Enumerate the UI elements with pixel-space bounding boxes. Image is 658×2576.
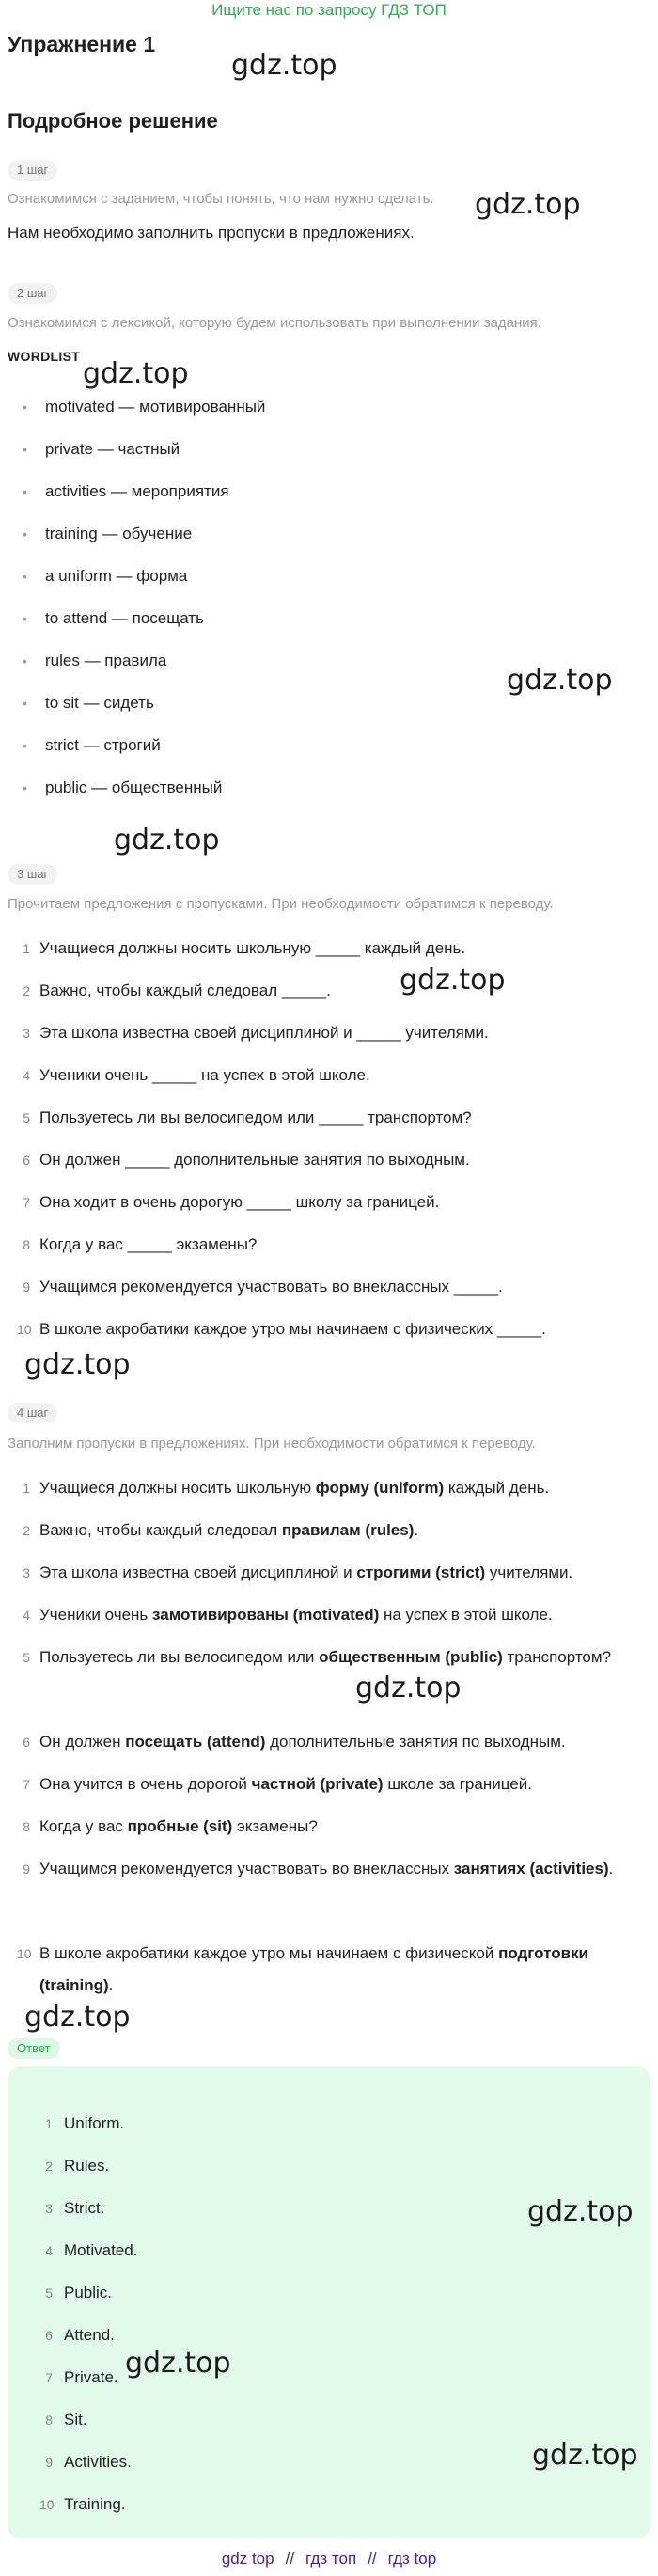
filled-word: форму (uniform) [315, 1479, 445, 1497]
filled-word: занятиях (activities) [453, 1860, 609, 1877]
item-number: 8 [23, 1237, 30, 1252]
item-number: 6 [23, 1735, 30, 1750]
answer-text: Rules. [64, 2157, 110, 2175]
sentence-text: Она ходит в очень дорогую _____ школу за границей. [39, 1193, 440, 1211]
sentence-text [39, 1768, 649, 1800]
answer-pill: Ответ [8, 2038, 60, 2059]
item-number: 6 [45, 2328, 53, 2343]
footer-link[interactable]: гдз топ [306, 2550, 357, 2568]
wordlist-item [23, 520, 192, 548]
sentence-text [39, 1472, 649, 1504]
filled-word: посещать (attend) [125, 1733, 266, 1751]
sentence-part: Учащимся рекомендуется участвовать во внеклассных [39, 1860, 454, 1877]
sentence-part: Он должен [39, 1733, 126, 1751]
footer-link[interactable]: gdz top [221, 2550, 274, 2568]
wordlist-term: rules — правила [45, 652, 167, 669]
item-number: 2 [23, 1523, 30, 1538]
sentence-part: Ученики очень [39, 1606, 153, 1624]
sentence-text [39, 1811, 649, 1843]
sentence-text [39, 1515, 649, 1547]
step-4-pill: 4 шаг [8, 1403, 57, 1423]
wordlist-item [23, 435, 180, 463]
item-number: 8 [23, 1819, 30, 1834]
sentence-part: Когда у вас [39, 1817, 128, 1835]
wordlist-term: public — общественный [45, 778, 223, 796]
wordlist-label: WORDLIST [8, 349, 81, 364]
sentence-part: транспортом? [502, 1648, 612, 1666]
filled-word: подготовки (training) [39, 1944, 588, 1994]
sentence-part: Эта школа известна своей дисциплиной и [39, 1563, 357, 1581]
filled-word: правилам (rules) [281, 1521, 415, 1539]
filled-word: строгими (strict) [356, 1563, 486, 1581]
watermark: gdz.top [400, 964, 506, 997]
step-1-description: Ознакомимся с заданием, чтобы понять, что нам нужно сделать. [8, 191, 434, 207]
wordlist-item [23, 605, 204, 633]
footer-links [0, 2550, 658, 2568]
sentence-text: Эта школа известна своей дисциплиной и _____ учителями. [39, 1024, 489, 1042]
wordlist-item [23, 393, 265, 421]
watermark: gdz.top [532, 2439, 638, 2472]
exercise-title: Упражнение 1 [8, 32, 156, 56]
answer-text: Strict. [64, 2199, 105, 2217]
item-number: 5 [45, 2285, 53, 2301]
item-number: 10 [17, 1322, 32, 1337]
sentence-text: Пользуетесь ли вы велосипедом или _____ транспортом? [39, 1108, 472, 1126]
item-number: 9 [23, 1280, 30, 1295]
item-number: 10 [17, 1946, 32, 1961]
item-number: 9 [45, 2455, 53, 2470]
answer-text: Attend. [64, 2326, 115, 2344]
answer-text: Private. [64, 2368, 118, 2386]
sentence-part: на успех в этой школе. [379, 1606, 553, 1624]
item-number: 3 [23, 1565, 30, 1580]
watermark: gdz.top [24, 1348, 131, 1381]
sentence-part: школе за границей. [383, 1775, 532, 1793]
sentence-text: Учащиеся должны носить школьную _____ каждый день. [39, 939, 466, 957]
step-3-pill: 3 шаг [8, 864, 57, 885]
sentence-text: Когда у вас _____ экзамены? [39, 1235, 258, 1253]
step-4-description: Заполним пропуски в предложениях. При необходимости обратимся к переводу. [8, 1436, 536, 1452]
footer-link[interactable]: гдз top [387, 2550, 437, 2568]
sentence-part: Важно, чтобы каждый следовал [39, 1521, 282, 1539]
item-number: 10 [39, 2497, 55, 2512]
answer-text: Sit. [64, 2411, 87, 2428]
item-number: 9 [23, 1861, 30, 1877]
item-number: 7 [23, 1195, 30, 1210]
sentence-text: Важно, чтобы каждый следовал _____. [39, 982, 331, 999]
sentence-part: дополнительные занятия по выходным. [265, 1733, 566, 1751]
sentence-part: . [608, 1860, 614, 1877]
step-2-pill: 2 шаг [8, 283, 57, 304]
step-1-text: Нам необходимо заполнить пропуски в предложениях. [8, 224, 415, 242]
wordlist-item [23, 562, 187, 590]
item-number: 1 [45, 2116, 53, 2131]
wordlist-term: activities — мероприятия [45, 482, 229, 500]
sentence-text: В школе акробатики каждое утро мы начинаем с физических _____. [39, 1320, 546, 1338]
item-number: 4 [45, 2243, 53, 2258]
wordlist-item [23, 774, 222, 802]
answer-text: Training. [64, 2495, 126, 2513]
sentence-text: Он должен _____ дополнительные занятия по выходным. [39, 1151, 470, 1169]
wordlist-item [23, 478, 229, 506]
filled-word: замотивированы (motivated) [152, 1606, 380, 1624]
item-number: 4 [23, 1608, 30, 1623]
watermark: gdz.top [114, 824, 220, 856]
solution-heading: Подробное решение [8, 109, 218, 133]
sentence-text [39, 1641, 649, 1673]
sentence-part: Пользуетесь ли вы велосипедом или [39, 1648, 320, 1666]
item-number: 3 [23, 1026, 30, 1041]
item-number: 2 [45, 2159, 53, 2174]
sentence-text [39, 1853, 649, 1885]
step-2-description: Ознакомимся с лексикой, которую будем использовать при выполнении задания. [8, 315, 541, 331]
filled-word: частной (private) [251, 1775, 384, 1793]
answer-text: Motivated. [64, 2241, 138, 2259]
item-number: 2 [23, 983, 30, 998]
item-number: 4 [23, 1068, 30, 1083]
watermark: gdz.top [475, 188, 581, 221]
watermark: gdz.top [527, 2195, 634, 2228]
sentence-text [39, 1938, 649, 2002]
item-number: 7 [45, 2370, 53, 2385]
wordlist-term: strict — строгий [45, 736, 161, 754]
watermark: gdz.top [83, 357, 189, 390]
answer-text: Activities. [64, 2453, 132, 2471]
sentence-text [39, 1557, 649, 1589]
item-number: 6 [23, 1153, 30, 1168]
sentence-part: каждый день. [444, 1479, 550, 1497]
sentence-part: . [414, 1521, 419, 1539]
watermark: gdz.top [125, 2347, 231, 2380]
footer-separator: // [285, 2550, 295, 2568]
wordlist-item [23, 647, 166, 675]
watermark: gdz.top [355, 1672, 462, 1704]
sentence-text: Учащимся рекомендуется участвовать во внеклассных _____. [39, 1278, 503, 1296]
sentence-part: Она учится в очень дорогой [39, 1775, 252, 1793]
search-banner: Ищите нас по запросу ГДЗ ТОП [212, 1, 446, 19]
wordlist-term: private — частный [45, 440, 180, 458]
wordlist-term: to attend — посещать [45, 609, 204, 627]
sentence-part: учителями. [485, 1563, 573, 1581]
sentence-text [39, 1726, 649, 1758]
sentence-text [39, 1599, 649, 1631]
sentence-part: В школе акробатики каждое утро мы начинаем с физической [39, 1944, 499, 1962]
item-number: 1 [23, 1481, 30, 1496]
step-1-pill: 1 шаг [8, 160, 57, 181]
watermark: gdz.top [507, 664, 613, 697]
sentence-part: экзамены? [232, 1817, 318, 1835]
wordlist-item [23, 731, 161, 760]
item-number: 5 [23, 1650, 30, 1665]
watermark: gdz.top [231, 49, 337, 82]
wordlist-term: training — обучение [45, 525, 193, 542]
wordlist-term: a uniform — форма [45, 567, 188, 585]
watermark: gdz.top [24, 2001, 131, 2034]
item-number: 8 [45, 2412, 53, 2427]
sentence-part: . [108, 1976, 114, 1994]
filled-word: пробные (sit) [127, 1817, 233, 1835]
wordlist-item [23, 689, 154, 717]
item-number: 3 [45, 2201, 53, 2216]
item-number: 7 [23, 1777, 30, 1792]
item-number: 1 [23, 941, 30, 956]
step-3-description: Прочитаем предложения с пропусками. При необходимости обратимся к переводу. [8, 896, 554, 912]
sentence-part: Учащиеся должны носить школьную [39, 1479, 316, 1497]
wordlist-term: to sit — сидеть [45, 694, 154, 712]
wordlist-term: motivated — мотивированный [45, 398, 266, 416]
item-number: 5 [23, 1110, 30, 1125]
answer-text: Public. [64, 2284, 113, 2301]
answer-text: Uniform. [64, 2114, 125, 2132]
footer-separator: // [368, 2550, 377, 2568]
filled-word: общественным (public) [319, 1648, 503, 1666]
sentence-text: Ученики очень _____ на успех в этой школе. [39, 1066, 370, 1084]
